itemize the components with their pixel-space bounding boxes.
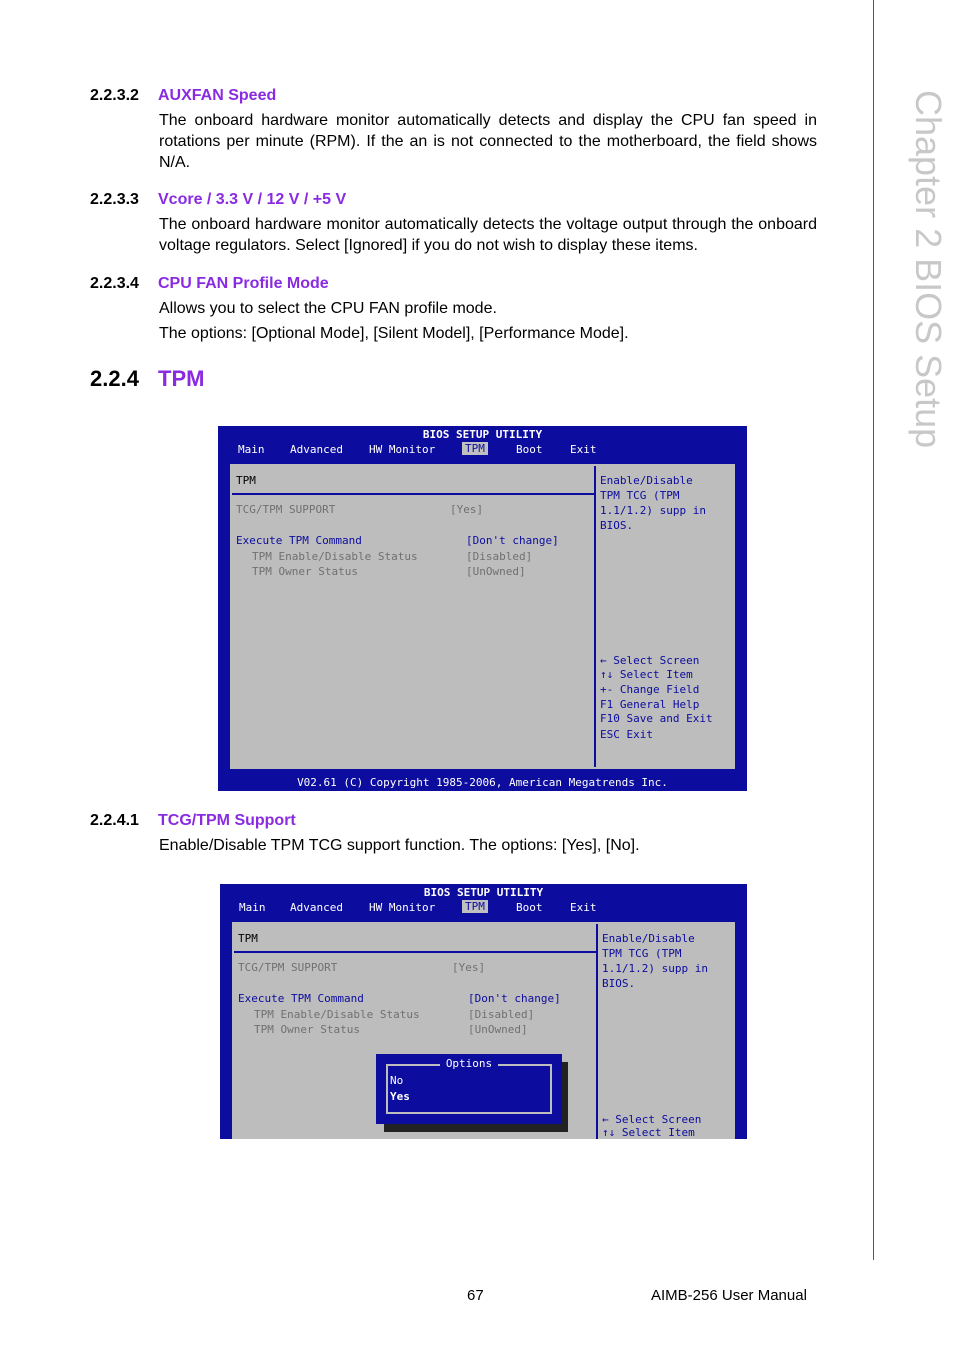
bios-menu-boot[interactable]: Boot xyxy=(516,901,543,914)
bios-row-execute-value[interactable]: [Don't change] xyxy=(468,992,561,1005)
bios-row-enable-status-label: TPM Enable/Disable Status xyxy=(252,550,418,563)
bios-row-enable-status-value: [Disabled] xyxy=(466,550,533,563)
bios-key-save-exit: F10 Save and Exit xyxy=(600,712,713,725)
bios-row-tcg-label[interactable]: TCG/TPM SUPPORT xyxy=(238,961,338,974)
bios-popup-frame xyxy=(386,1064,552,1114)
bios-title: BIOS SETUP UTILITY xyxy=(422,428,543,441)
bios-key-esc-exit: ESC Exit xyxy=(600,728,653,741)
bios-key-change-field: +- Change Field xyxy=(600,683,700,696)
bios-help-line: TPM TCG (TPM xyxy=(600,489,680,502)
bios-row-owner-status-label: TPM Owner Status xyxy=(252,565,358,578)
section-heading-2233: 2.2.3.3 Vcore / 3.3 V / 12 V / +5 V xyxy=(90,191,347,208)
bios-help-line: Enable/Disable xyxy=(600,474,693,487)
bios-row-execute-label[interactable]: Execute TPM Command xyxy=(238,992,364,1005)
section-body-2232: The onboard hardware monitor automatically detects and display the CPU fan speed in rotations per minute (RPM). If the an is not connected to the motherboard, the field shows N/A. xyxy=(159,112,817,171)
bios-key-select-item: ↑↓ Select Item xyxy=(600,668,693,681)
bios-key-select-screen: ← Select Screen xyxy=(602,1113,702,1126)
manual-title: AIMB-256 User Manual xyxy=(651,1287,807,1304)
bios-help-line: BIOS. xyxy=(602,977,636,990)
bios-options-popup xyxy=(376,1054,562,1124)
section-heading-2241: 2.2.4.1 TCG/TPM Support xyxy=(90,812,296,829)
bios-menu-exit[interactable]: Exit xyxy=(570,443,597,456)
section-body-2241: Enable/Disable TPM TCG support function. The options: [Yes], [No]. xyxy=(159,837,640,854)
bios-separator xyxy=(232,493,594,495)
bios-help-line: Enable/Disable xyxy=(602,932,695,945)
bios-option-no[interactable]: No xyxy=(390,1074,404,1087)
bios-screen-tpm-options xyxy=(220,884,747,1139)
section-body-2234-b: The options: [Optional Mode], [Silent Model], [Performance Mode]. xyxy=(159,325,629,342)
bios-title: BIOS SETUP UTILITY xyxy=(423,886,544,899)
bios-help-line: BIOS. xyxy=(600,519,634,532)
bios-help-line: 1.1/1.2) supp in xyxy=(600,504,706,517)
bios-screen-tpm xyxy=(218,426,747,791)
chapter-divider-line xyxy=(873,0,874,1260)
section-heading-2234: 2.2.3.4 CPU FAN Profile Mode xyxy=(90,275,329,292)
section-heading-2232: 2.2.3.2 AUXFAN Speed xyxy=(90,87,277,104)
bios-row-owner-status-label: TPM Owner Status xyxy=(254,1023,360,1036)
bios-separator xyxy=(234,951,596,953)
bios-menu-main[interactable]: Main xyxy=(239,901,266,914)
section-heading-224: 2.2.4 TPM xyxy=(90,366,205,391)
bios-menu-tpm[interactable]: TPM xyxy=(462,442,488,455)
bios-help-line: 1.1/1.2) supp in xyxy=(602,962,708,975)
bios-help-pane xyxy=(598,466,733,767)
section-body-2234-a: Allows you to select the CPU FAN profile mode. xyxy=(159,300,497,317)
bios-key-select-screen: ← Select Screen xyxy=(600,654,700,667)
bios-row-tcg-label[interactable]: TCG/TPM SUPPORT xyxy=(236,503,336,516)
bios-popup-title: Options xyxy=(378,1057,560,1070)
bios-row-owner-status-value: [UnOwned] xyxy=(466,565,526,578)
bios-menu-boot[interactable]: Boot xyxy=(516,443,543,456)
bios-help-pane xyxy=(600,924,733,1139)
bios-option-yes[interactable]: Yes xyxy=(390,1090,410,1103)
bios-left-pane xyxy=(232,466,596,767)
bios-menu-advanced[interactable]: Advanced xyxy=(290,443,343,456)
page-number: 67 xyxy=(467,1287,484,1304)
bios-row-execute-label[interactable]: Execute TPM Command xyxy=(236,534,362,547)
bios-key-select-item: ↑↓ Select Item xyxy=(602,1126,695,1139)
bios-key-general-help: F1 General Help xyxy=(600,698,700,711)
section-body-2233: The onboard hardware monitor automatically detects the voltage output through the onboard voltage regulators. Select [Ignored] if you do not wish to display these items. xyxy=(159,216,817,254)
bios-help-line: TPM TCG (TPM xyxy=(602,947,682,960)
chapter-tab: Chapter 2 BIOS Setup xyxy=(908,90,949,449)
bios-row-enable-status-label: TPM Enable/Disable Status xyxy=(254,1008,420,1021)
bios-panel xyxy=(228,462,737,771)
bios-menubar xyxy=(224,442,741,458)
bios-row-execute-value[interactable]: [Don't change] xyxy=(466,534,559,547)
bios-menu-exit[interactable]: Exit xyxy=(570,901,597,914)
bios-menubar xyxy=(226,900,741,916)
bios-row-owner-status-value: [UnOwned] xyxy=(468,1023,528,1036)
bios-row-tcg-value[interactable]: [Yes] xyxy=(450,503,484,516)
bios-row-enable-status-value: [Disabled] xyxy=(468,1008,535,1021)
bios-menu-hw-monitor[interactable]: HW Monitor xyxy=(369,443,436,456)
bios-copyright: V02.61 (C) Copyright 1985-2006, American Megatrends Inc. xyxy=(297,776,668,789)
bios-menu-advanced[interactable]: Advanced xyxy=(290,901,343,914)
bios-panel-title: TPM xyxy=(236,474,256,487)
bios-panel-title: TPM xyxy=(238,932,258,945)
bios-row-tcg-value[interactable]: [Yes] xyxy=(452,961,486,974)
bios-menu-hw-monitor[interactable]: HW Monitor xyxy=(369,901,436,914)
bios-menu-tpm[interactable]: TPM xyxy=(462,900,488,913)
bios-menu-main[interactable]: Main xyxy=(238,443,265,456)
